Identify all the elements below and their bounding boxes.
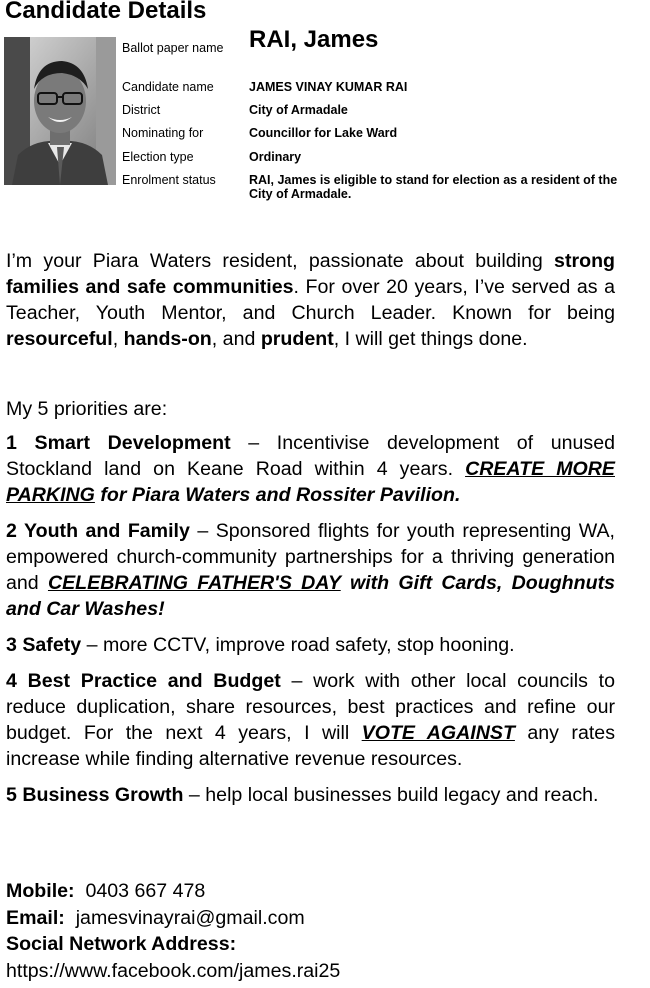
email-address: jamesvinayrai@gmail.com [75,906,305,929]
social-url: https://www.facebook.com/james.rai25 [6,959,341,982]
social-label: Social Network Address: [6,933,237,955]
contact-block [6,878,340,984]
detail-value: RAI, James is eligible to stand for election as a resident of the City of Armadale. [249,173,618,201]
detail-row [120,126,645,150]
detail-row [120,103,645,126]
intro-paragraph: I’m your Piara Waters resident, passionate about building strong families and safe communities. For over 20 years, I’ve served as a Teacher, Youth Mentor, and Church Leader. Known for being resourceful, hands-on, and prudent, I will get things done. [6,250,615,350]
detail-row [120,80,645,103]
mobile-line: Mobile: 0403 667 478 [6,880,206,902]
page-title: Candidate Details [5,0,207,24]
statement [6,248,615,808]
detail-label: Candidate name [122,80,214,94]
detail-row [120,173,645,203]
detail-label: Ballot paper name [122,41,224,55]
priority-item: 5 Business Growth – help local businesses build legacy and reach. [6,784,599,806]
email-line: Email: jamesvinayrai@gmail.com [6,906,305,929]
detail-value: Councillor for Lake Ward [249,126,398,140]
priority-item: 3 Safety – more CCTV, improve road safety, stop hooning. [6,634,515,656]
detail-row [120,150,645,173]
detail-label: Election type [122,150,194,164]
detail-value: City of Armadale [249,103,348,117]
priorities-intro: My 5 priorities are: [6,398,168,420]
priority-item: 1 Smart Development – Incentivise development of unused Stockland land on Keane Road within 4 years. CREATE MORE PARKING for Piara Waters and Rossiter Pavilion. [6,432,615,506]
detail-label: District [122,103,161,117]
candidate-details-table [120,26,645,201]
detail-label: Nominating for [122,126,204,140]
detail-value: Ordinary [249,150,302,164]
priority-item: 4 Best Practice and Budget – work with other local councils to reduce duplication, share resources, best practices and refine our budget. For the next 4 years, I will VOTE AGAINST any rates increase while finding alternative revenue resources. [6,670,615,770]
ballot-name: RAI, James [249,26,379,53]
priority-item: 2 Youth and Family – Sponsored flights for youth representing WA, empowered church-community partnerships for a thriving generation and CELEBRATING FATHER'S DAY with Gift Cards, Doughnuts and Car Washes! [6,520,615,620]
candidate-photo [4,37,116,185]
mobile-number: 0403 667 478 [85,880,206,902]
detail-row [120,26,645,74]
detail-value: JAMES VINAY KUMAR RAI [249,80,408,94]
detail-label: Enrolment status [122,173,216,187]
